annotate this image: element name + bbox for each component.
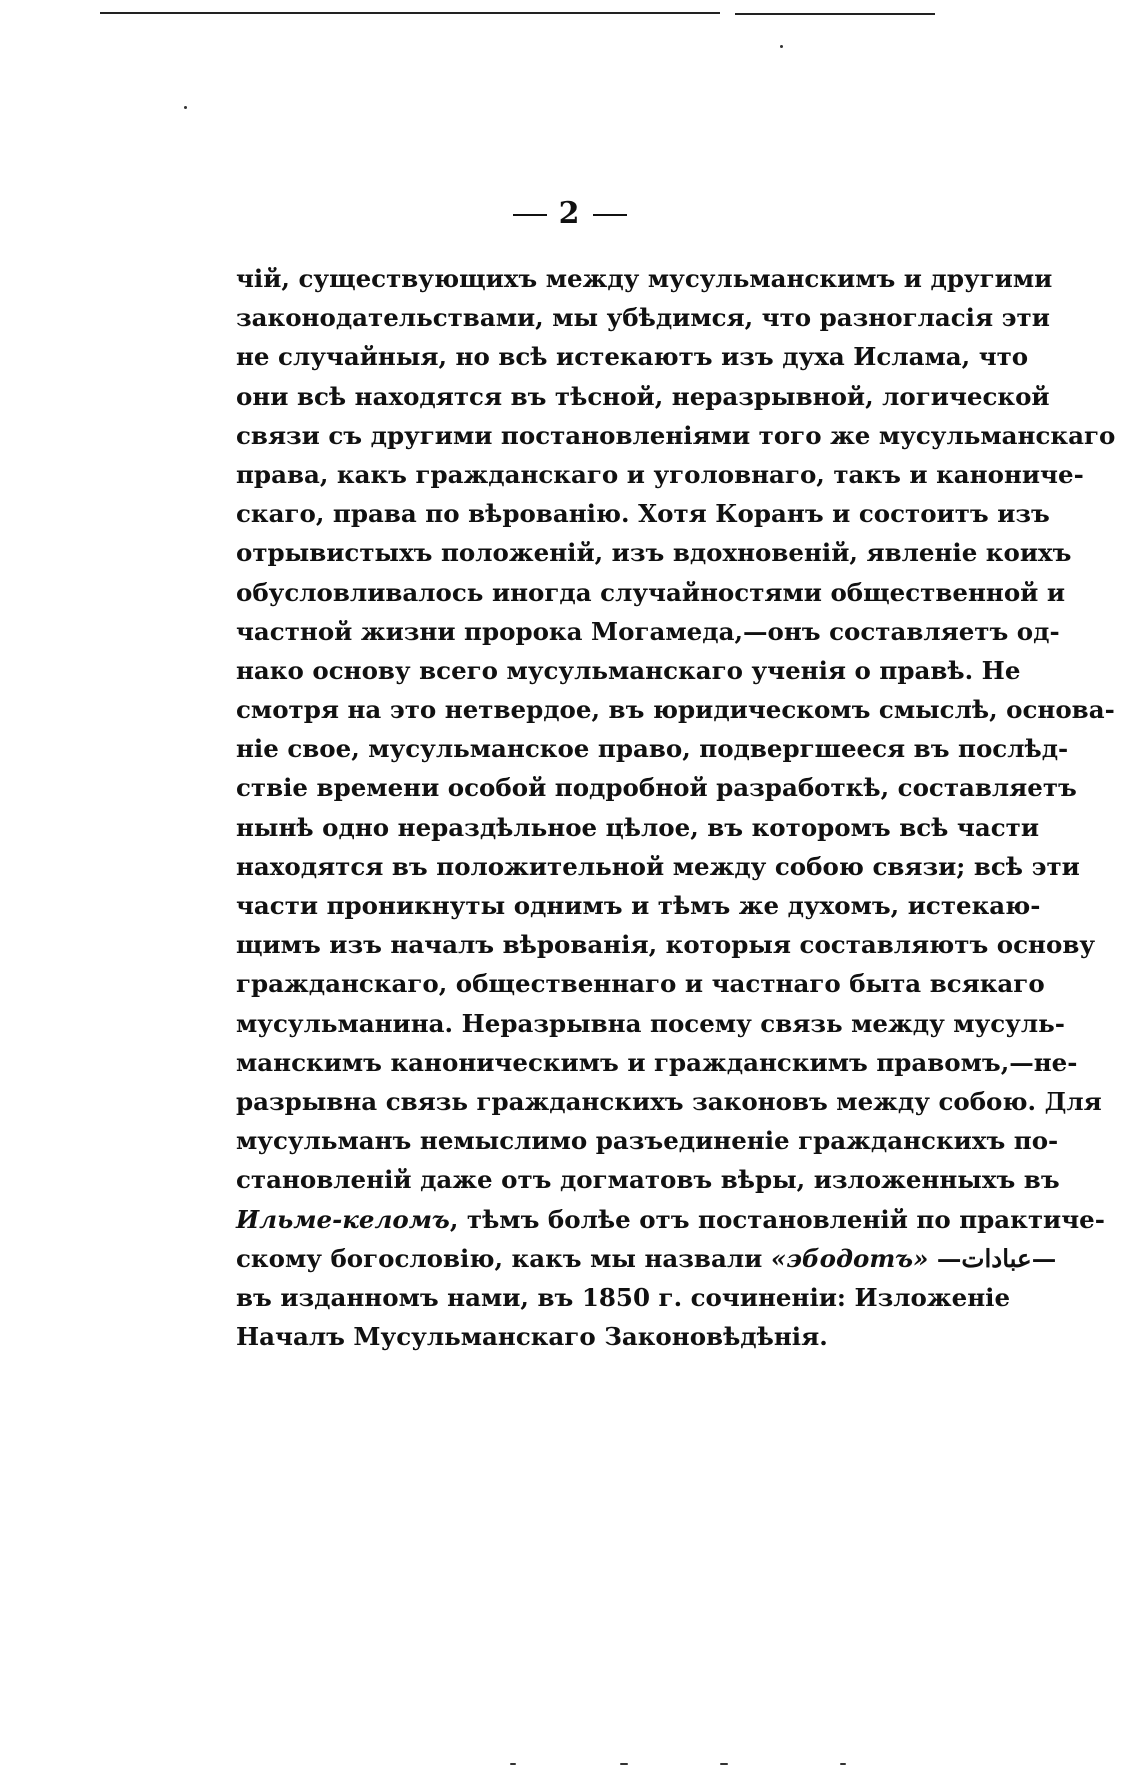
text-segment: манскимъ каноническимъ и гражданскимъ правомъ,—не- — [236, 1047, 1078, 1077]
text-segment: находятся въ положительной между собою связи; всѣ эти — [236, 851, 1080, 881]
page-number-value: 2 — [558, 196, 582, 231]
text-segment: обусловливалось иногда случайностями общественной и — [236, 577, 1066, 607]
text-line — [236, 298, 1050, 337]
text-segment: скаго, права по вѣрованію. Хотя Коранъ и состоитъ изъ — [236, 499, 1050, 529]
text-segment: —عبادات— — [928, 1243, 1057, 1273]
text-line — [236, 651, 1021, 690]
text-line — [236, 416, 1116, 455]
text-line — [236, 455, 1084, 494]
text-line — [236, 1200, 1105, 1239]
text-segment: мусульманъ немыслимо разъединеніе гражданскихъ по- — [236, 1126, 1059, 1156]
text-line — [236, 1043, 1078, 1082]
page-number-dash-left — [513, 214, 547, 216]
page-speck — [780, 45, 783, 48]
text-segment: связи съ другими постановленіями того же мусульманскаго — [236, 420, 1116, 450]
text-segment: ствіе времени особой подробной разработкѣ, составляетъ — [236, 773, 1077, 803]
page-speck — [510, 1763, 516, 1765]
text-segment: нынѣ одно нераздѣльное цѣлое, въ которомъ всѣ части — [236, 812, 1040, 842]
text-segment: Началъ Мусульманскаго Законовѣдѣнія. — [236, 1322, 828, 1352]
text-segment: скому богословію, какъ мы назвали — [236, 1243, 771, 1273]
text-segment: , тѣмъ болѣе отъ постановленій по практиче- — [449, 1204, 1105, 1234]
text-segment: щимъ изъ началъ вѣрованія, которыя составляютъ основу — [236, 930, 1096, 960]
text-segment: въ изданномъ нами, въ 1850 г. сочиненіи: Изложеніе — [236, 1282, 1011, 1312]
text-segment: становленій даже отъ догматовъ вѣры, изложенныхъ въ — [236, 1165, 1060, 1195]
text-segment: законодательствами, мы убѣдимся, что разногласія эти — [236, 303, 1050, 333]
text-line — [236, 886, 1041, 925]
text-segment: частной жизни пророка Могамеда,—онъ составляетъ од- — [236, 616, 1060, 646]
page-number — [0, 196, 1140, 231]
text-segment: они всѣ находятся въ тѣсной, неразрывной, логической — [236, 381, 1050, 411]
text-segment: отрывистыхъ положеній, изъ вдохновеній, явленіе коихъ — [236, 538, 1072, 568]
text-line — [236, 1278, 1011, 1317]
top-rule-right — [735, 13, 935, 15]
text-line — [236, 573, 1066, 612]
text-line — [236, 377, 1050, 416]
page-speck — [720, 1763, 728, 1765]
text-line — [236, 1082, 1102, 1121]
text-line — [236, 847, 1080, 886]
text-line — [236, 494, 1050, 533]
text-segment: разрывна связь гражданскихъ законовъ между собою. Для — [236, 1086, 1102, 1116]
text-segment: нако основу всего мусульманскаго ученія о правѣ. Не — [236, 655, 1021, 685]
text-line — [236, 768, 1077, 807]
text-line — [236, 808, 1040, 847]
text-segment: смотря на это нетвердое, въ юридическомъ смыслѣ, основа- — [236, 695, 1115, 725]
page-number-dash-right — [593, 214, 627, 216]
page-speck — [620, 1763, 628, 1765]
italic-term: «эбодотъ» — [770, 1243, 929, 1273]
text-line — [236, 964, 1045, 1003]
text-line — [236, 612, 1060, 651]
text-line — [236, 533, 1072, 572]
text-line — [236, 1317, 980, 1356]
italic-term: Ильме-келомъ — [236, 1204, 450, 1234]
body-text — [236, 259, 1116, 1356]
text-line — [236, 1160, 1060, 1199]
text-line — [236, 690, 1115, 729]
text-segment: чій, существующихъ между мусульманскимъ и другими — [236, 264, 1053, 293]
text-line — [236, 925, 1096, 964]
text-line — [236, 1239, 1057, 1278]
bottom-marks — [0, 1762, 1140, 1768]
text-line — [236, 1121, 1059, 1160]
page-speck — [184, 106, 187, 109]
text-segment: ніе свое, мусульманское право, подвергшееся въ послѣд- — [236, 734, 1069, 764]
text-line — [236, 337, 1029, 376]
text-line — [236, 259, 1053, 298]
top-rule-left — [100, 12, 720, 14]
text-segment: мусульманина. Неразрывна посему связь между мусуль- — [236, 1008, 1065, 1038]
text-segment: не случайныя, но всѣ истекаютъ изъ духа Ислама, что — [236, 342, 1029, 372]
page-speck — [840, 1763, 846, 1765]
text-segment: части проникнуты однимъ и тѣмъ же духомъ, истекаю- — [236, 891, 1041, 920]
text-line — [236, 729, 1069, 768]
text-line — [236, 1004, 1065, 1043]
text-segment: права, какъ гражданскаго и уголовнаго, такъ и канониче- — [236, 459, 1084, 489]
text-segment: гражданскаго, общественнаго и частнаго быта всякаго — [236, 969, 1045, 999]
